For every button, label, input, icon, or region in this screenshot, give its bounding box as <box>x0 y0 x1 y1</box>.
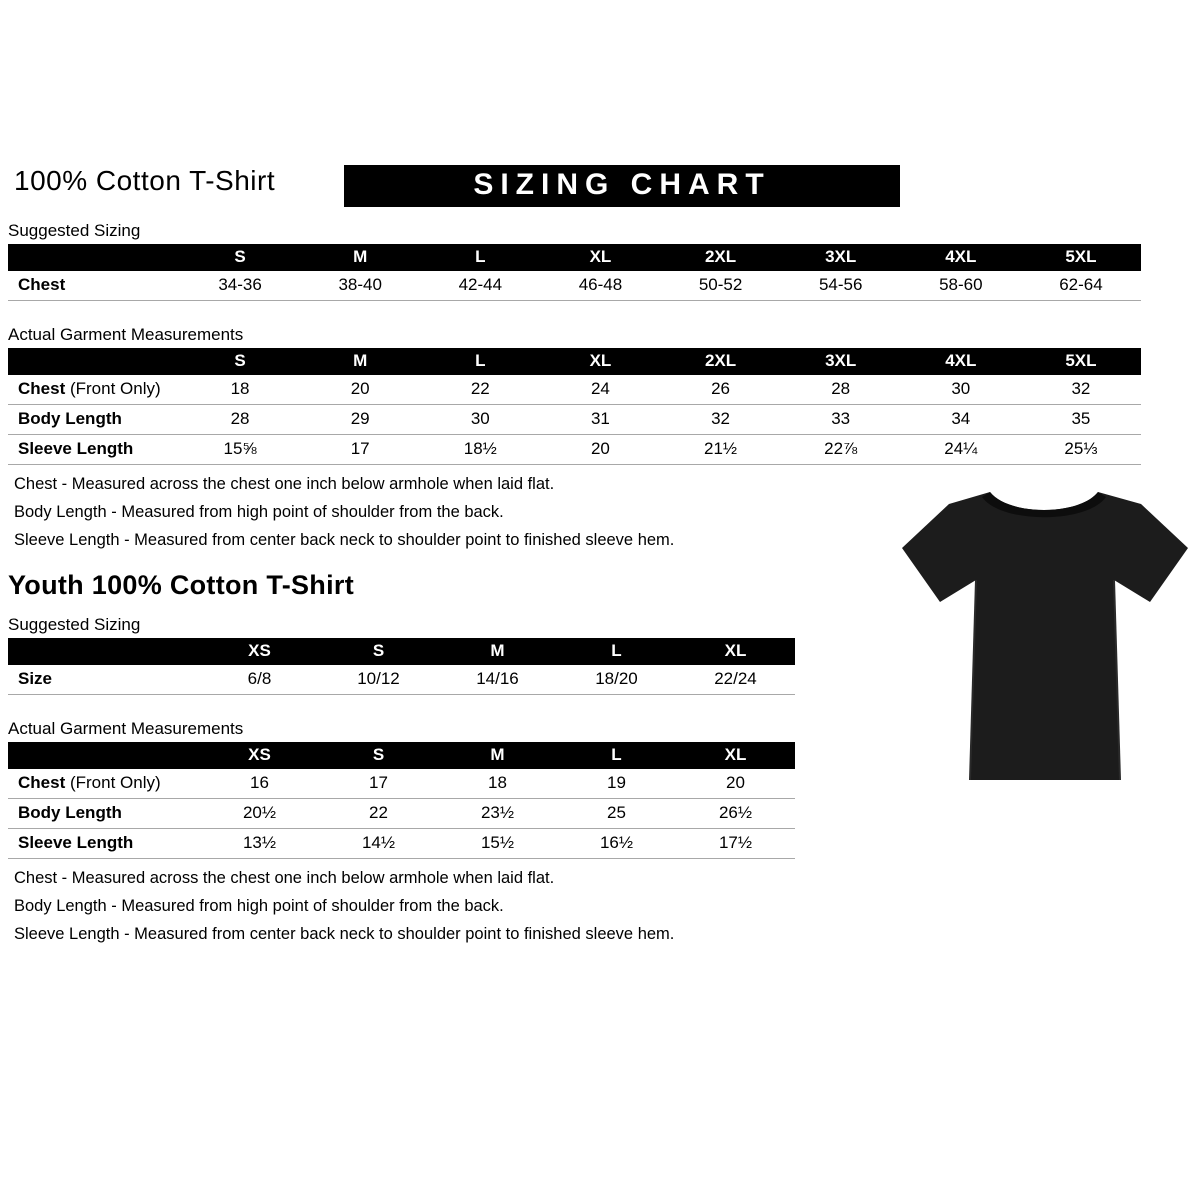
column-header: 3XL <box>781 348 901 375</box>
empty-header-cell <box>8 638 200 665</box>
column-header: L <box>557 742 676 769</box>
table-row <box>8 799 795 829</box>
table-cell: 31 <box>540 405 660 435</box>
table-row <box>8 665 795 695</box>
table-cell: 34 <box>901 405 1021 435</box>
table-cell: 58-60 <box>901 271 1021 301</box>
row-label-main: Chest <box>18 379 66 398</box>
row-label: Chest <box>8 271 180 301</box>
column-header: XL <box>676 742 795 769</box>
table-cell: 22 <box>319 799 438 829</box>
table-cell: 32 <box>1021 375 1141 405</box>
table-cell: 24¼ <box>901 435 1021 465</box>
table-row <box>8 829 795 859</box>
table-row <box>8 405 1141 435</box>
empty-header-cell <box>8 244 180 271</box>
tshirt-photo <box>893 468 1195 810</box>
youth-actual-table <box>8 742 795 859</box>
table-header-row <box>8 244 1141 271</box>
column-header: XL <box>540 348 660 375</box>
adult-suggested-sizing-label: Suggested Sizing <box>8 221 141 240</box>
table-cell: 10/12 <box>319 665 438 695</box>
table-cell: 28 <box>781 375 901 405</box>
table-cell: 24 <box>540 375 660 405</box>
column-header: XS <box>200 742 319 769</box>
column-header: L <box>557 638 676 665</box>
table-cell: 26 <box>661 375 781 405</box>
table-cell: 16 <box>200 769 319 799</box>
column-header: L <box>420 244 540 271</box>
table-cell: 26½ <box>676 799 795 829</box>
table-cell: 18/20 <box>557 665 676 695</box>
table-cell: 28 <box>180 405 300 435</box>
column-header: S <box>180 348 300 375</box>
row-label: Body Length <box>8 405 180 435</box>
adult-actual-table <box>8 348 1141 465</box>
table-cell: 62-64 <box>1021 271 1141 301</box>
table-cell: 23½ <box>438 799 557 829</box>
empty-header-cell <box>8 742 200 769</box>
column-header: 4XL <box>901 348 1021 375</box>
row-label-suffix: (Front Only) <box>65 379 161 398</box>
table-cell: 38-40 <box>300 271 420 301</box>
table-cell: 17 <box>319 769 438 799</box>
note-chest: Chest - Measured across the chest one inch below armhole when laid flat. <box>14 869 555 887</box>
column-header: M <box>300 348 420 375</box>
table-cell: 20½ <box>200 799 319 829</box>
header-row <box>8 165 1200 207</box>
table-row <box>8 435 1141 465</box>
table-cell: 20 <box>540 435 660 465</box>
table-cell: 30 <box>901 375 1021 405</box>
table-cell: 21½ <box>661 435 781 465</box>
adult-actual-measurements-label: Actual Garment Measurements <box>8 325 244 344</box>
column-header: M <box>300 244 420 271</box>
row-label <box>8 375 180 405</box>
tshirt-icon <box>893 468 1195 810</box>
youth-suggested-sizing-label: Suggested Sizing <box>8 615 141 634</box>
row-label <box>8 769 200 799</box>
youth-suggested-table <box>8 638 795 695</box>
table-header-row <box>8 742 795 769</box>
table-cell: 42-44 <box>420 271 540 301</box>
youth-actual-measurements-label: Actual Garment Measurements <box>8 719 244 738</box>
table-cell: 17 <box>300 435 420 465</box>
table-cell: 50-52 <box>661 271 781 301</box>
table-cell: 19 <box>557 769 676 799</box>
row-label: Size <box>8 665 200 695</box>
note-body-length: Body Length - Measured from high point of shoulder from the back. <box>14 897 504 915</box>
column-header: 4XL <box>901 244 1021 271</box>
column-header: 3XL <box>781 244 901 271</box>
table-cell: 32 <box>661 405 781 435</box>
table-cell: 17½ <box>676 829 795 859</box>
table-cell: 46-48 <box>540 271 660 301</box>
table-cell: 14½ <box>319 829 438 859</box>
column-header: S <box>319 742 438 769</box>
column-header: 2XL <box>661 244 781 271</box>
table-header-row <box>8 638 795 665</box>
note-sleeve-length: Sleeve Length - Measured from center back neck to shoulder point to finished sleeve hem. <box>14 531 675 549</box>
sizing-chart-banner: SIZING CHART <box>344 165 900 207</box>
youth-measurement-notes <box>14 869 1200 944</box>
table-cell: 22 <box>420 375 540 405</box>
table-cell: 18 <box>180 375 300 405</box>
table-cell: 18 <box>438 769 557 799</box>
table-cell: 20 <box>300 375 420 405</box>
column-header: XS <box>200 638 319 665</box>
row-label: Sleeve Length <box>8 435 180 465</box>
column-header: S <box>180 244 300 271</box>
table-cell: 34-36 <box>180 271 300 301</box>
column-header: 5XL <box>1021 244 1141 271</box>
table-cell: 29 <box>300 405 420 435</box>
table-cell: 15½ <box>438 829 557 859</box>
table-cell: 22/24 <box>676 665 795 695</box>
table-cell: 54-56 <box>781 271 901 301</box>
table-cell: 15⅝ <box>180 435 300 465</box>
column-header: L <box>420 348 540 375</box>
table-row <box>8 375 1141 405</box>
column-header: XL <box>540 244 660 271</box>
note-sleeve-length: Sleeve Length - Measured from center back neck to shoulder point to finished sleeve hem. <box>14 925 675 943</box>
table-cell: 14/16 <box>438 665 557 695</box>
row-label-suffix: (Front Only) <box>65 773 161 792</box>
table-cell: 35 <box>1021 405 1141 435</box>
adult-suggested-table <box>8 244 1141 301</box>
note-body-length: Body Length - Measured from high point of shoulder from the back. <box>14 503 504 521</box>
table-cell: 20 <box>676 769 795 799</box>
table-cell: 18½ <box>420 435 540 465</box>
column-header: M <box>438 742 557 769</box>
table-cell: 6/8 <box>200 665 319 695</box>
column-header: XL <box>676 638 795 665</box>
row-label-main: Chest <box>18 773 66 792</box>
column-header: M <box>438 638 557 665</box>
youth-section-title: Youth 100% Cotton T-Shirt <box>8 570 354 600</box>
column-header: S <box>319 638 438 665</box>
column-header: 2XL <box>661 348 781 375</box>
row-label: Body Length <box>8 799 200 829</box>
note-chest: Chest - Measured across the chest one inch below armhole when laid flat. <box>14 475 555 493</box>
table-header-row <box>8 348 1141 375</box>
table-row <box>8 769 795 799</box>
table-cell: 13½ <box>200 829 319 859</box>
table-cell: 25 <box>557 799 676 829</box>
row-label: Sleeve Length <box>8 829 200 859</box>
table-row <box>8 271 1141 301</box>
table-cell: 16½ <box>557 829 676 859</box>
table-cell: 22⅞ <box>781 435 901 465</box>
column-header: 5XL <box>1021 348 1141 375</box>
page-title: 100% Cotton T-Shirt <box>14 165 276 196</box>
table-cell: 30 <box>420 405 540 435</box>
table-cell: 25⅓ <box>1021 435 1141 465</box>
empty-header-cell <box>8 348 180 375</box>
table-cell: 33 <box>781 405 901 435</box>
